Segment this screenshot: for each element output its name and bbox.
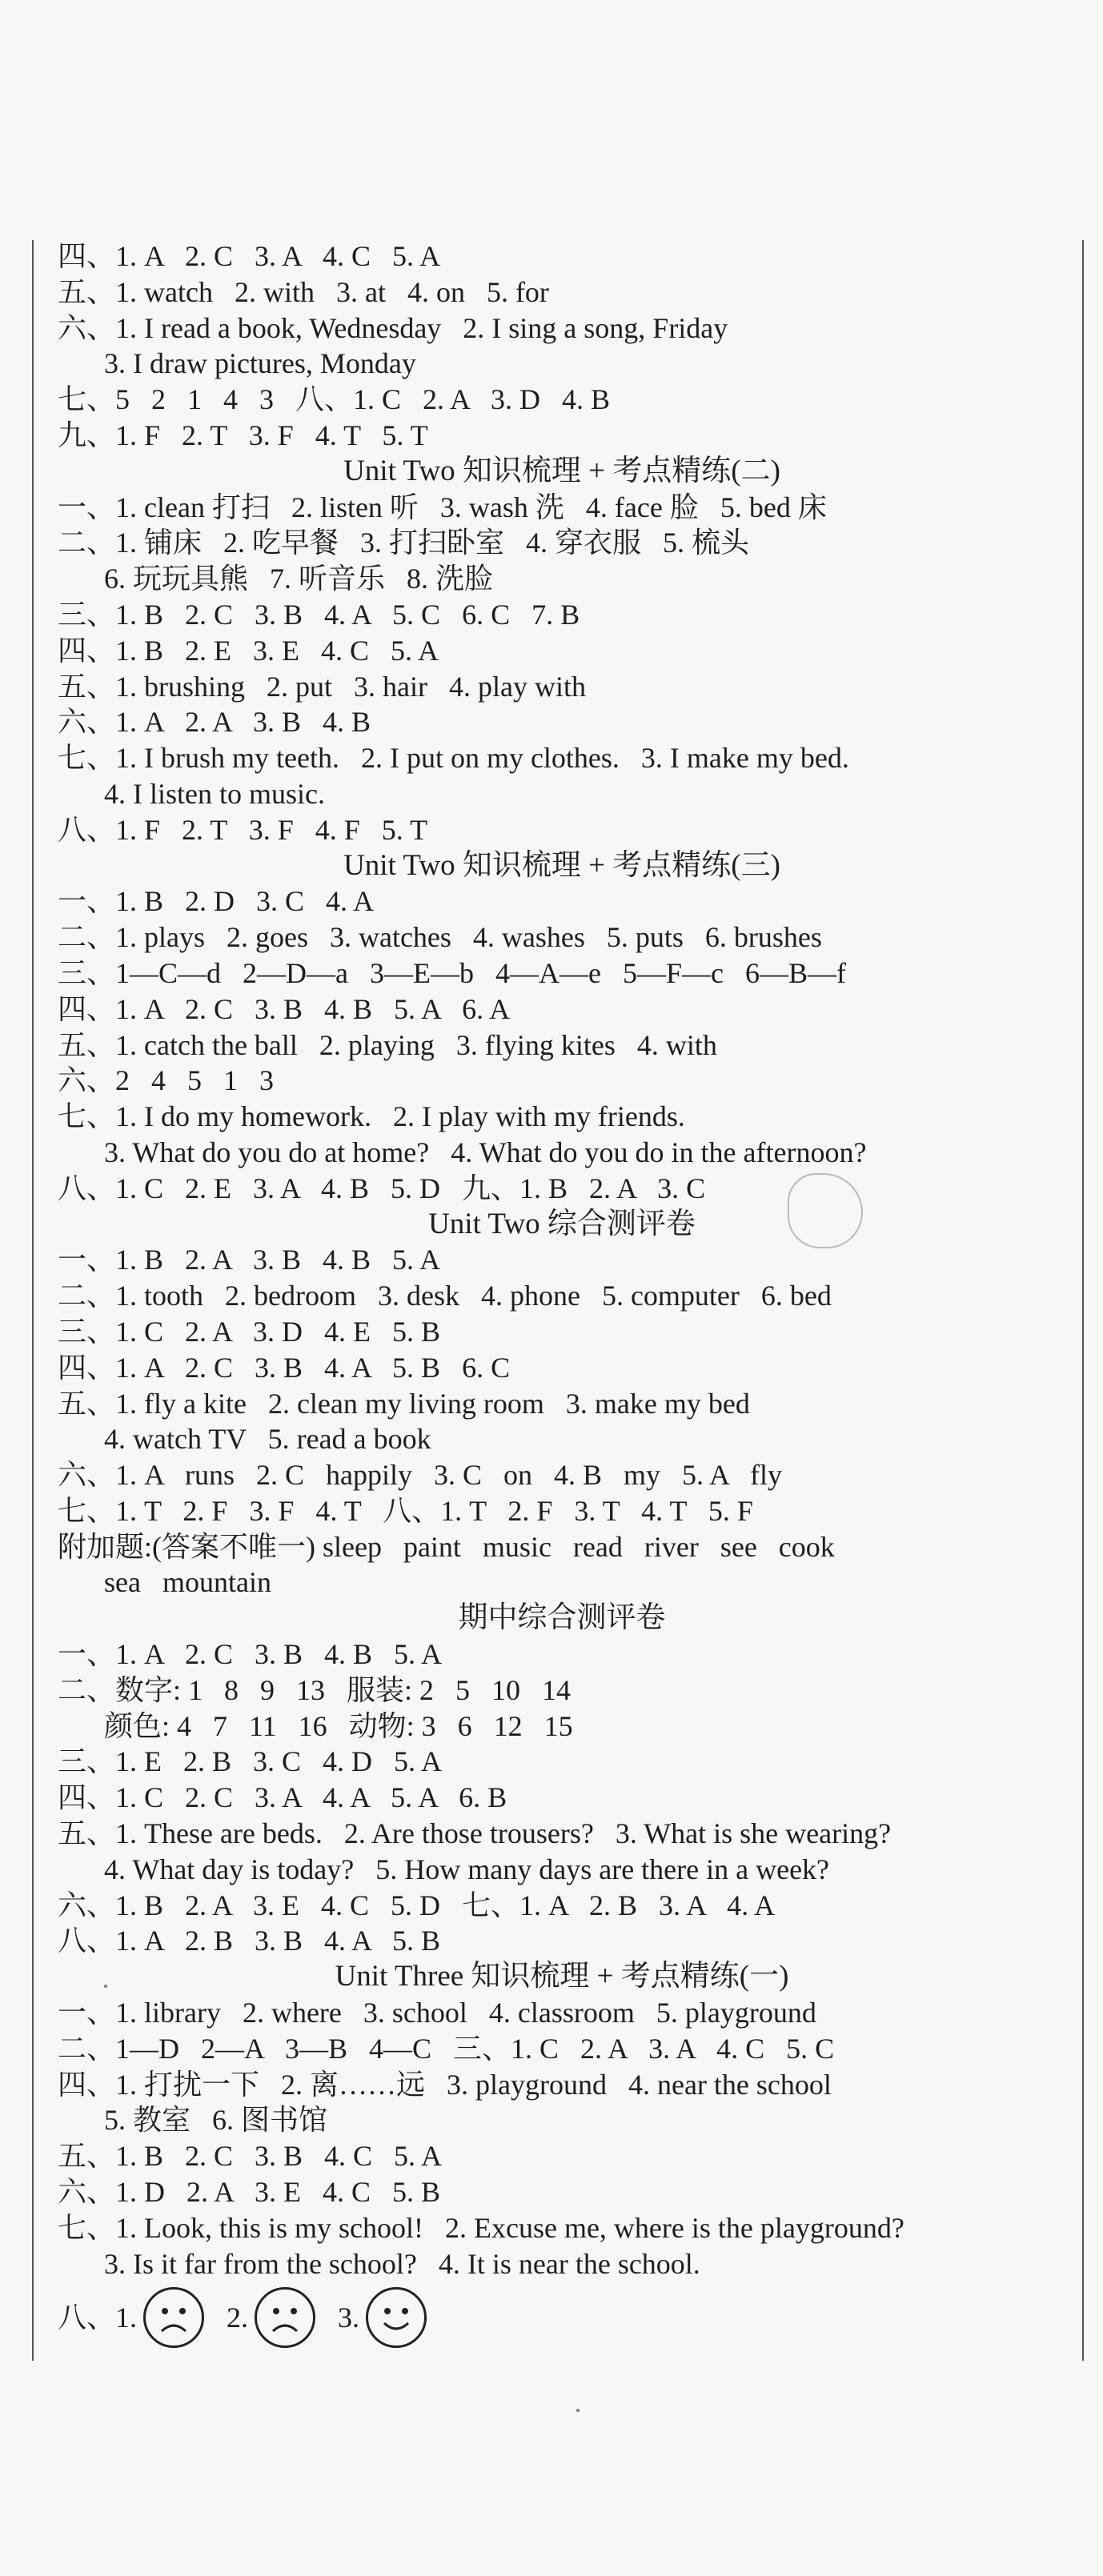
answer-line: 四、1. A 2. C 3. A 4. C 5. A [58, 240, 441, 272]
answer-line: 八、1. F 2. T 3. F 4. F 5. T [58, 813, 428, 846]
answer-line: 一、1. B 2. A 3. B 4. B 5. A [58, 1244, 441, 1276]
sad-face-icon [143, 2287, 204, 2348]
answer-line: 四、1. A 2. C 3. B 4. A 5. B 6. C [58, 1351, 511, 1384]
answer-line: 3. I draw pictures, Monday [104, 347, 416, 380]
speck [104, 1985, 107, 1988]
answer-line: 6. 玩玩具熊 7. 听音乐 8. 洗脸 [104, 563, 494, 595]
answer-line: 二、数字: 1 8 9 13 服装: 2 5 10 14 [58, 1673, 572, 1706]
answer-line: 八、1. A 2. B 3. B 4. A 5. B [58, 1925, 441, 1957]
answer-line: 五、1. These are beds. 2. Are those trousers? 3. What is she wearing? [58, 1817, 892, 1850]
answer-line: 四、1. B 2. E 3. E 4. C 5. A [58, 634, 439, 667]
answer-line: 五、1. catch the ball 2. playing 3. flying kites 4. with [58, 1028, 717, 1061]
answer-line: 一、1. library 2. where 3. school 4. classroom 5. playground [58, 1997, 816, 2029]
answer-line: 二、1. 铺床 2. 吃早餐 3. 打扫卧室 4. 穿衣服 5. 梳头 [58, 527, 750, 559]
faces-label: 八、1. [58, 2302, 138, 2334]
answer-line: 四、1. A 2. C 3. B 4. B 5. A 6. A [58, 992, 511, 1025]
answer-line: 八、1. C 2. E 3. A 4. B 5. D 九、1. B 2. A 3. C [58, 1172, 706, 1204]
section-title: Unit Two 综合测评卷 [428, 1207, 696, 1240]
answer-line: 4. What day is today? 5. How many days are there in a week? [104, 1853, 830, 1885]
answer-line: 四、1. C 2. C 3. A 4. A 5. A 6. B [58, 1781, 507, 1814]
answer-line: 六、1. A 2. A 3. B 4. B [58, 706, 371, 739]
faces-row [58, 2282, 1066, 2354]
answer-line: 五、1. watch 2. with 3. at 4. on 5. for [58, 275, 549, 308]
answer-line: 三、1. C 2. A 3. D 4. E 5. B [58, 1315, 441, 1348]
answer-line: 4. watch TV 5. read a book [104, 1423, 431, 1456]
answer-line: 二、1—D 2—A 3—B 4—C 三、1. C 2. A 3. A 4. C 5. C [58, 2032, 835, 2065]
section-title: Unit Two 知识梳理 + 考点精练(二) [343, 454, 780, 487]
faces-num-2: 2. [227, 2302, 249, 2334]
answer-line: 七、1. T 2. F 3. F 4. T 八、1. T 2. F 3. T 4. T 5. F [58, 1494, 753, 1527]
answer-line: 七、1. I brush my teeth. 2. I put on my clothes. 3. I make my bed. [58, 742, 849, 775]
faces-num-3: 3. [338, 2302, 360, 2334]
answer-line: 一、1. B 2. D 3. C 4. A [58, 885, 375, 918]
answer-line: 六、1. B 2. A 3. E 4. C 5. D 七、1. A 2. B 3. A 4. A [58, 1889, 776, 1921]
right-margin-rule [1082, 240, 1084, 2361]
answer-line: 一、1. clean 打扫 2. listen 听 3. wash 洗 4. face 脸 5. bed 床 [58, 491, 827, 523]
speck [576, 2409, 580, 2412]
answer-line: 七、1. Look, this is my school! 2. Excuse me, where is the playground? [58, 2211, 904, 2244]
answer-line: 附加题:(答案不唯一) sleep paint music read river see cook [58, 1530, 835, 1563]
happy-face-icon [366, 2287, 427, 2348]
answer-line: 三、1. E 2. B 3. C 4. D 5. A [58, 1745, 443, 1778]
left-margin-rule [32, 240, 34, 2361]
answer-line: 五、1. fly a kite 2. clean my living room 3. make my bed [58, 1387, 750, 1420]
answer-line: 4. I listen to music. [104, 777, 325, 810]
answer-line: 七、5 2 1 4 3 八、1. C 2. A 3. D 4. B [58, 383, 611, 416]
answer-line: 七、1. I do my homework. 2. I play with my friends. [58, 1100, 685, 1133]
answer-line: 六、2 4 5 1 3 [58, 1064, 275, 1097]
answer-line: 四、1. 打扰一下 2. 离……远 3. playground 4. near the school [58, 2068, 832, 2101]
answer-line: 三、1. B 2. C 3. B 4. A 5. C 6. C 7. B [58, 598, 580, 631]
answer-line: 二、1. tooth 2. bedroom 3. desk 4. phone 5. computer 6. bed [58, 1280, 832, 1312]
answer-line: sea mountain [104, 1566, 271, 1599]
sad-face-icon [255, 2287, 315, 2348]
answer-line: 3. Is it far from the school? 4. It is near the school. [104, 2247, 700, 2280]
answer-line: 三、1—C—d 2—D—a 3—E—b 4—A—e 5—F—c 6—B—f [58, 956, 846, 989]
answer-line: 二、1. plays 2. goes 3. watches 4. washes 5. puts 6. brushes [58, 921, 822, 954]
section-title: Unit Two 知识梳理 + 考点精练(三) [343, 848, 780, 882]
answer-line: 5. 教室 6. 图书馆 [104, 2104, 328, 2137]
answer-line: 一、1. A 2. C 3. B 4. B 5. A [58, 1638, 443, 1671]
section-title: Unit Three 知识梳理 + 考点精练(一) [335, 1960, 789, 1993]
answer-line: 六、1. I read a book, Wednesday 2. I sing a song, Friday [58, 311, 728, 344]
section-title: 期中综合测评卷 [458, 1601, 666, 1635]
answer-line: 五、1. B 2. C 3. B 4. C 5. A [58, 2140, 443, 2173]
answer-key [58, 238, 1066, 2354]
answer-line: 颜色: 4 7 11 16 动物: 3 6 12 15 [104, 1709, 573, 1742]
answer-line: 六、1. A runs 2. C happily 3. C on 4. B my 5. A fly [58, 1459, 783, 1492]
answer-line: 3. What do you do at home? 4. What do you do in the afternoon? [104, 1136, 867, 1168]
answer-line: 六、1. D 2. A 3. E 4. C 5. B [58, 2176, 441, 2209]
answer-line: 九、1. F 2. T 3. F 4. T 5. T [58, 419, 428, 451]
answer-line: 五、1. brushing 2. put 3. hair 4. play with [58, 670, 586, 703]
